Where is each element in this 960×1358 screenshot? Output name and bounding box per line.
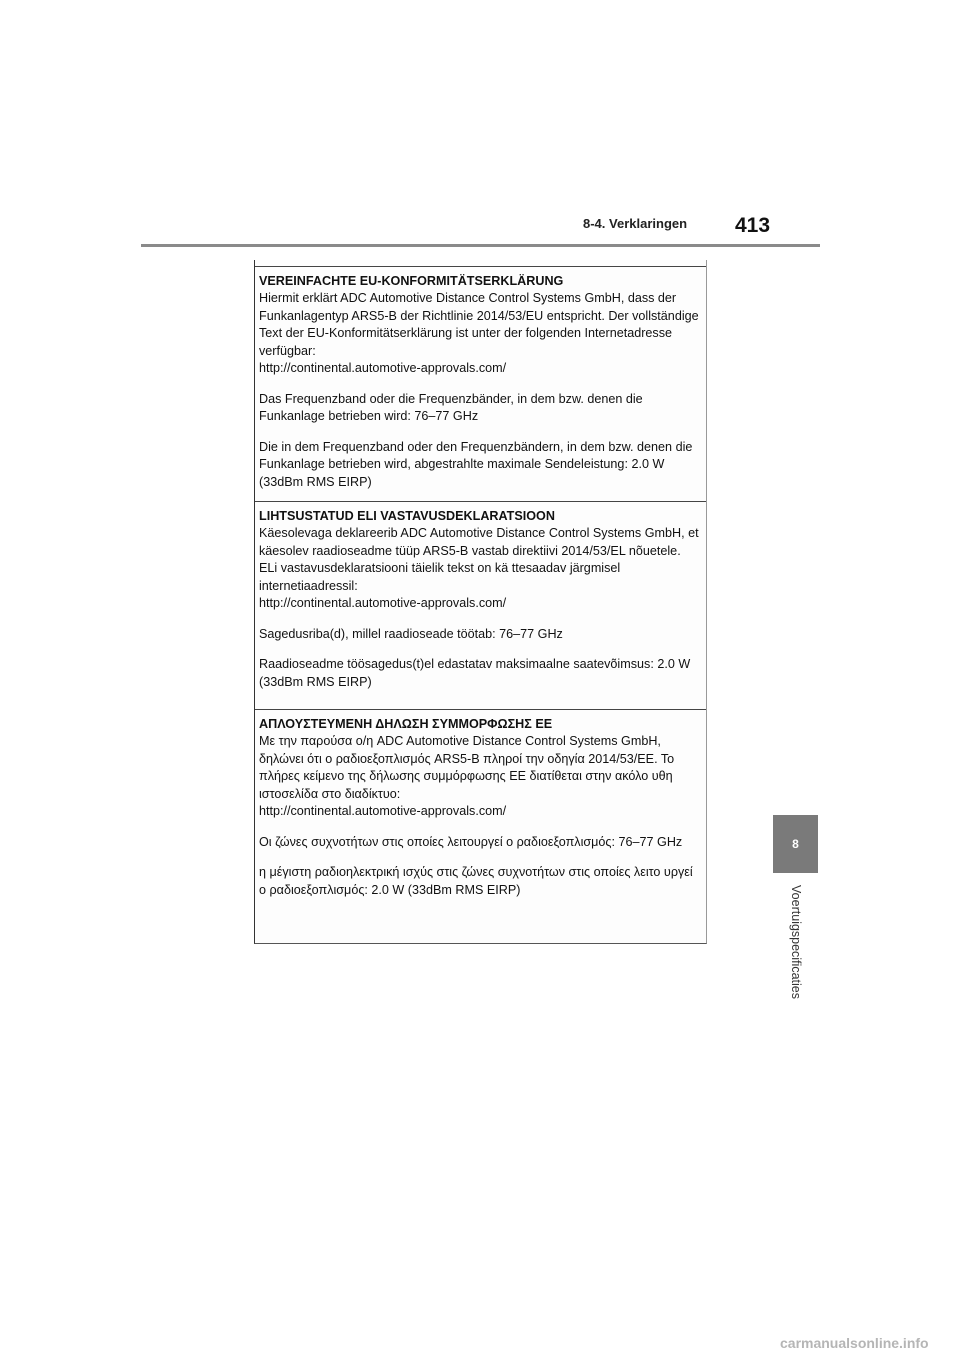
declaration-section-et bbox=[255, 501, 706, 691]
body-paragraph: Οι ζώνες συχνοτήτων στις οποίες λειτουργεί ο ραδιοεξοπλισμός: 76–77 GHz bbox=[259, 834, 683, 849]
page-number: 413 bbox=[735, 214, 771, 237]
watermark-text[interactable]: carmanualsonline.info bbox=[780, 1335, 929, 1351]
section-heading: VEREINFACHTE EU-KONFORMITÄTSERKLÄRUNG bbox=[259, 274, 564, 288]
declaration-section-de bbox=[255, 266, 706, 491]
url-text: http://continental.automotive-approvals.com/ bbox=[259, 596, 507, 610]
body-paragraph: Das Frequenzband oder die Frequenzbänder, in dem bzw. denen die Funkanlage betrieben wird: 76–77 GHz bbox=[259, 391, 643, 423]
section-title: 8-4. Verklaringen bbox=[583, 216, 688, 231]
body-paragraph: Με την παρούσα ο/η ADC Automotive Distance Control Systems GmbH, δηλώνει ότι ο ραδιοεξοπλισμός ARS5-B πληροί την οδηγία 2014/53/ΕΕ. Το πλήρες κείμενο της δήλωσης συμμόρφωσης ΕΕ διατίθεται στην ακόλο υθη ιστοσελίδα στο διαδίκτυο: bbox=[259, 734, 675, 801]
declaration-section-el bbox=[255, 709, 706, 899]
body-paragraph: Die in dem Frequenzband oder den Frequenzbändern, in dem bzw. denen die Funkanlage betrieben wird, abgestrahlte maximale Sendeleistung: 2.0 W (33dBm RMS EIRP) bbox=[259, 439, 693, 489]
section-heading: ΑΠΛΟΥΣΤΕΥΜΕΝΗ ΔΗΛΩΣΗ ΣΥΜΜΟΡΦΩΣΗΣ ΕΕ bbox=[259, 717, 553, 731]
body-paragraph: Käesolevaga deklareerib ADC Automotive Distance Control Systems GmbH, et käesolev raadioseadme tüüp ARS5-B vastab direktiivi 2014/53/EL nõuetele. ELi vastavusdeklaratsiooni täielik tekst on kä ttesaadav järgmisel internetiaadressil: bbox=[259, 526, 699, 593]
body-paragraph: Raadioseadme töösagedus(t)el edastatav maksimaalne saatevõimsus: 2.0 W (33dBm RMS EIRP) bbox=[259, 657, 691, 689]
chapter-label: Voertuigspecificaties bbox=[789, 885, 803, 999]
header-divider bbox=[141, 244, 820, 247]
url-text: http://continental.automotive-approvals.com/ bbox=[259, 361, 507, 375]
chapter-tab bbox=[773, 815, 818, 873]
body-paragraph: Hiermit erklärt ADC Automotive Distance Control Systems GmbH, dass der Funkanlagentyp ARS5-B der Richtlinie 2014/53/EU entspricht. Der vollständige Text der EU-Konformitätserklärung ist unter der folgenden Internetadresse verfügbar: bbox=[259, 291, 699, 358]
section-heading: LIHTSUSTATUD ELI VASTAVUSDEKLARATSIOON bbox=[259, 509, 555, 523]
declaration-scan bbox=[254, 260, 707, 944]
body-paragraph: η μέγιστη ραδιοηλεκτρική ισχύς στις ζώνες συχνοτήτων στις οποίες λειτο υργεί ο ραδιοεξοπλισμός: 2.0 W (33dBm RMS EIRP) bbox=[259, 865, 693, 897]
chapter-number: 8 bbox=[792, 837, 799, 851]
url-text: http://continental.automotive-approvals.com/ bbox=[259, 804, 507, 818]
body-paragraph: Sagedusriba(d), millel raadioseade töötab: 76–77 GHz bbox=[259, 626, 563, 641]
